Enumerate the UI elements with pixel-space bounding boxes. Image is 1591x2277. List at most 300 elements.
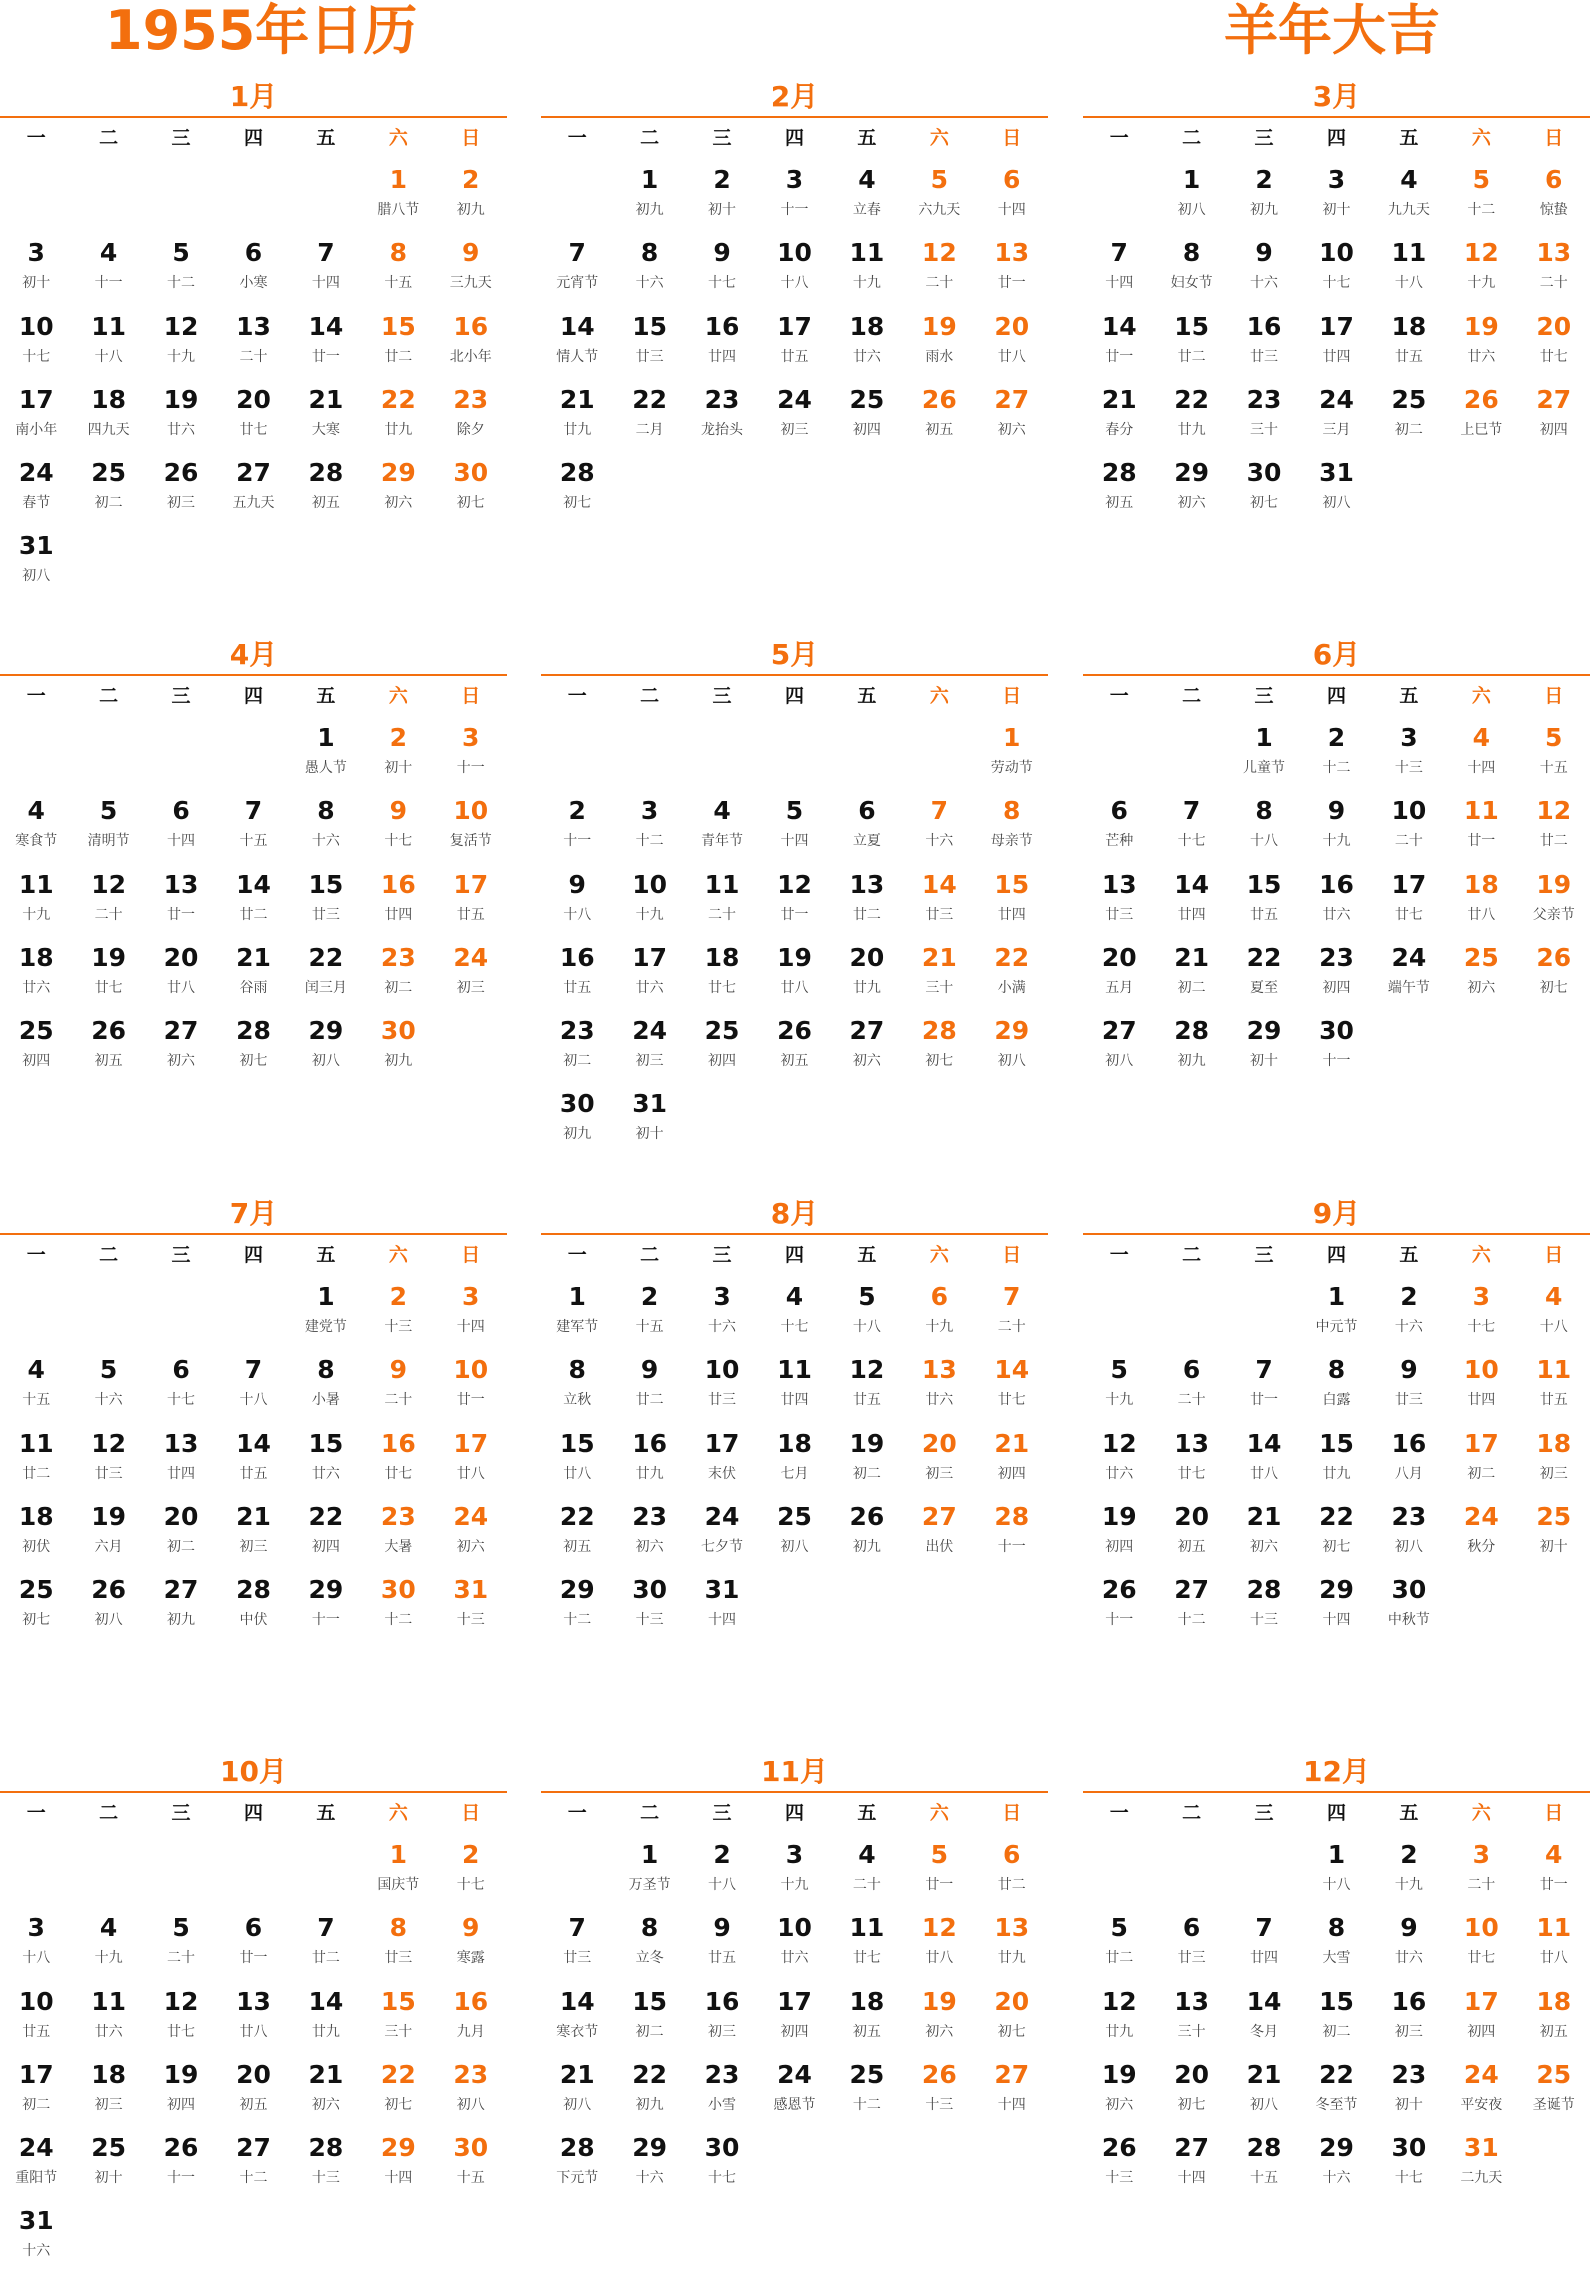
day-cell[interactable] bbox=[362, 162, 434, 235]
day-cell[interactable] bbox=[362, 2130, 434, 2203]
day-cell[interactable] bbox=[1228, 1013, 1300, 1086]
day-cell[interactable] bbox=[1300, 235, 1372, 308]
day-cell[interactable] bbox=[541, 309, 613, 382]
day-cell[interactable] bbox=[0, 309, 72, 382]
day-cell[interactable] bbox=[758, 1910, 830, 1983]
day-cell[interactable] bbox=[1228, 867, 1300, 940]
day-cell[interactable] bbox=[362, 793, 434, 866]
day-cell[interactable] bbox=[0, 1013, 72, 1086]
day-cell[interactable] bbox=[903, 1279, 975, 1352]
day-cell[interactable] bbox=[613, 793, 685, 866]
day-cell[interactable] bbox=[1228, 2057, 1300, 2130]
day-cell[interactable] bbox=[1300, 1910, 1372, 1983]
day-cell[interactable] bbox=[1300, 1572, 1372, 1645]
day-cell[interactable] bbox=[72, 867, 144, 940]
day-cell[interactable] bbox=[1300, 2057, 1372, 2130]
day-cell[interactable] bbox=[831, 1984, 903, 2057]
day-cell[interactable] bbox=[1155, 1910, 1227, 1983]
day-cell[interactable] bbox=[72, 1426, 144, 1499]
day-cell[interactable] bbox=[758, 940, 830, 1013]
day-cell[interactable] bbox=[435, 940, 507, 1013]
day-cell[interactable] bbox=[541, 1572, 613, 1645]
day-cell[interactable] bbox=[145, 1426, 217, 1499]
day-cell[interactable] bbox=[0, 1572, 72, 1645]
day-cell[interactable] bbox=[217, 940, 289, 1013]
day-cell[interactable] bbox=[1445, 720, 1517, 793]
day-cell[interactable] bbox=[145, 940, 217, 1013]
day-cell[interactable] bbox=[290, 720, 362, 793]
day-cell[interactable] bbox=[1228, 455, 1300, 528]
day-cell[interactable] bbox=[1373, 309, 1445, 382]
day-cell[interactable] bbox=[976, 1910, 1048, 1983]
day-cell[interactable] bbox=[903, 1984, 975, 2057]
day-cell[interactable] bbox=[145, 793, 217, 866]
day-cell[interactable] bbox=[362, 940, 434, 1013]
day-cell[interactable] bbox=[1445, 382, 1517, 455]
day-cell[interactable] bbox=[435, 867, 507, 940]
day-cell[interactable] bbox=[1155, 382, 1227, 455]
day-cell[interactable] bbox=[435, 2130, 507, 2203]
day-cell[interactable] bbox=[145, 2057, 217, 2130]
day-cell[interactable] bbox=[72, 940, 144, 1013]
day-cell[interactable] bbox=[290, 2057, 362, 2130]
day-cell[interactable] bbox=[290, 1910, 362, 1983]
day-cell[interactable] bbox=[1083, 1984, 1155, 2057]
day-cell[interactable] bbox=[1373, 1910, 1445, 1983]
day-cell[interactable] bbox=[1300, 1426, 1372, 1499]
day-cell[interactable] bbox=[1228, 162, 1300, 235]
day-cell[interactable] bbox=[686, 1499, 758, 1572]
day-cell[interactable] bbox=[217, 1013, 289, 1086]
day-cell[interactable] bbox=[976, 1279, 1048, 1352]
day-cell[interactable] bbox=[1083, 867, 1155, 940]
day-cell[interactable] bbox=[613, 1086, 685, 1159]
day-cell[interactable] bbox=[758, 2057, 830, 2130]
day-cell[interactable] bbox=[758, 162, 830, 235]
day-cell[interactable] bbox=[362, 2057, 434, 2130]
day-cell[interactable] bbox=[1300, 1279, 1372, 1352]
day-cell[interactable] bbox=[758, 1013, 830, 1086]
day-cell[interactable] bbox=[976, 162, 1048, 235]
day-cell[interactable] bbox=[435, 1837, 507, 1910]
day-cell[interactable] bbox=[145, 867, 217, 940]
day-cell[interactable] bbox=[362, 1279, 434, 1352]
day-cell[interactable] bbox=[541, 1984, 613, 2057]
day-cell[interactable] bbox=[72, 1499, 144, 1572]
day-cell[interactable] bbox=[1445, 162, 1517, 235]
day-cell[interactable] bbox=[686, 235, 758, 308]
day-cell[interactable] bbox=[435, 162, 507, 235]
day-cell[interactable] bbox=[541, 2130, 613, 2203]
day-cell[interactable] bbox=[1445, 1984, 1517, 2057]
day-cell[interactable] bbox=[613, 309, 685, 382]
day-cell[interactable] bbox=[831, 1426, 903, 1499]
day-cell[interactable] bbox=[1445, 867, 1517, 940]
day-cell[interactable] bbox=[0, 1499, 72, 1572]
day-cell[interactable] bbox=[1083, 1910, 1155, 1983]
day-cell[interactable] bbox=[1373, 162, 1445, 235]
day-cell[interactable] bbox=[1445, 940, 1517, 1013]
day-cell[interactable] bbox=[1083, 940, 1155, 1013]
day-cell[interactable] bbox=[613, 162, 685, 235]
day-cell[interactable] bbox=[217, 455, 289, 528]
day-cell[interactable] bbox=[613, 1352, 685, 1425]
day-cell[interactable] bbox=[1300, 1984, 1372, 2057]
day-cell[interactable] bbox=[435, 1426, 507, 1499]
day-cell[interactable] bbox=[976, 793, 1048, 866]
day-cell[interactable] bbox=[217, 1426, 289, 1499]
day-cell[interactable] bbox=[1155, 1499, 1227, 1572]
day-cell[interactable] bbox=[1373, 720, 1445, 793]
day-cell[interactable] bbox=[541, 382, 613, 455]
day-cell[interactable] bbox=[1155, 1013, 1227, 1086]
day-cell[interactable] bbox=[145, 1499, 217, 1572]
day-cell[interactable] bbox=[1083, 1352, 1155, 1425]
day-cell[interactable] bbox=[1083, 309, 1155, 382]
day-cell[interactable] bbox=[435, 1984, 507, 2057]
day-cell[interactable] bbox=[145, 309, 217, 382]
day-cell[interactable] bbox=[976, 2057, 1048, 2130]
day-cell[interactable] bbox=[1518, 1426, 1590, 1499]
day-cell[interactable] bbox=[831, 867, 903, 940]
day-cell[interactable] bbox=[0, 1910, 72, 1983]
day-cell[interactable] bbox=[831, 2057, 903, 2130]
day-cell[interactable] bbox=[362, 720, 434, 793]
day-cell[interactable] bbox=[903, 2057, 975, 2130]
day-cell[interactable] bbox=[1373, 2057, 1445, 2130]
day-cell[interactable] bbox=[0, 382, 72, 455]
day-cell[interactable] bbox=[903, 940, 975, 1013]
day-cell[interactable] bbox=[217, 1572, 289, 1645]
day-cell[interactable] bbox=[1445, 2057, 1517, 2130]
day-cell[interactable] bbox=[1083, 455, 1155, 528]
day-cell[interactable] bbox=[686, 2057, 758, 2130]
day-cell[interactable] bbox=[0, 940, 72, 1013]
day-cell[interactable] bbox=[1445, 1837, 1517, 1910]
day-cell[interactable] bbox=[362, 1499, 434, 1572]
day-cell[interactable] bbox=[1300, 1013, 1372, 1086]
day-cell[interactable] bbox=[290, 235, 362, 308]
day-cell[interactable] bbox=[290, 1352, 362, 1425]
day-cell[interactable] bbox=[145, 235, 217, 308]
day-cell[interactable] bbox=[1518, 1837, 1590, 1910]
day-cell[interactable] bbox=[613, 1426, 685, 1499]
day-cell[interactable] bbox=[72, 793, 144, 866]
day-cell[interactable] bbox=[1155, 162, 1227, 235]
day-cell[interactable] bbox=[1228, 1984, 1300, 2057]
day-cell[interactable] bbox=[903, 793, 975, 866]
day-cell[interactable] bbox=[758, 235, 830, 308]
day-cell[interactable] bbox=[145, 1984, 217, 2057]
day-cell[interactable] bbox=[435, 235, 507, 308]
day-cell[interactable] bbox=[1155, 2057, 1227, 2130]
day-cell[interactable] bbox=[831, 309, 903, 382]
day-cell[interactable] bbox=[541, 1013, 613, 1086]
day-cell[interactable] bbox=[831, 1837, 903, 1910]
day-cell[interactable] bbox=[903, 162, 975, 235]
day-cell[interactable] bbox=[0, 2057, 72, 2130]
day-cell[interactable] bbox=[362, 867, 434, 940]
day-cell[interactable] bbox=[541, 1279, 613, 1352]
day-cell[interactable] bbox=[686, 1910, 758, 1983]
day-cell[interactable] bbox=[903, 1352, 975, 1425]
day-cell[interactable] bbox=[290, 309, 362, 382]
day-cell[interactable] bbox=[1083, 793, 1155, 866]
day-cell[interactable] bbox=[831, 1013, 903, 1086]
day-cell[interactable] bbox=[1518, 2057, 1590, 2130]
day-cell[interactable] bbox=[903, 1426, 975, 1499]
day-cell[interactable] bbox=[1518, 1499, 1590, 1572]
day-cell[interactable] bbox=[1373, 1837, 1445, 1910]
day-cell[interactable] bbox=[1155, 1426, 1227, 1499]
day-cell[interactable] bbox=[435, 793, 507, 866]
day-cell[interactable] bbox=[541, 940, 613, 1013]
day-cell[interactable] bbox=[976, 309, 1048, 382]
day-cell[interactable] bbox=[1445, 1426, 1517, 1499]
day-cell[interactable] bbox=[1155, 1572, 1227, 1645]
day-cell[interactable] bbox=[1228, 382, 1300, 455]
day-cell[interactable] bbox=[613, 1499, 685, 1572]
day-cell[interactable] bbox=[290, 382, 362, 455]
day-cell[interactable] bbox=[217, 2130, 289, 2203]
day-cell[interactable] bbox=[1518, 162, 1590, 235]
day-cell[interactable] bbox=[145, 382, 217, 455]
day-cell[interactable] bbox=[290, 793, 362, 866]
day-cell[interactable] bbox=[290, 1499, 362, 1572]
day-cell[interactable] bbox=[613, 2057, 685, 2130]
day-cell[interactable] bbox=[362, 309, 434, 382]
day-cell[interactable] bbox=[217, 1984, 289, 2057]
day-cell[interactable] bbox=[0, 2130, 72, 2203]
day-cell[interactable] bbox=[0, 793, 72, 866]
day-cell[interactable] bbox=[831, 1352, 903, 1425]
day-cell[interactable] bbox=[435, 1279, 507, 1352]
day-cell[interactable] bbox=[686, 309, 758, 382]
day-cell[interactable] bbox=[145, 1352, 217, 1425]
day-cell[interactable] bbox=[686, 382, 758, 455]
day-cell[interactable] bbox=[1228, 2130, 1300, 2203]
day-cell[interactable] bbox=[613, 1572, 685, 1645]
day-cell[interactable] bbox=[72, 382, 144, 455]
day-cell[interactable] bbox=[1373, 1426, 1445, 1499]
day-cell[interactable] bbox=[362, 1013, 434, 1086]
day-cell[interactable] bbox=[613, 867, 685, 940]
day-cell[interactable] bbox=[1518, 720, 1590, 793]
day-cell[interactable] bbox=[1155, 1352, 1227, 1425]
day-cell[interactable] bbox=[1155, 1984, 1227, 2057]
day-cell[interactable] bbox=[217, 2057, 289, 2130]
day-cell[interactable] bbox=[145, 1572, 217, 1645]
day-cell[interactable] bbox=[1373, 940, 1445, 1013]
day-cell[interactable] bbox=[145, 2130, 217, 2203]
day-cell[interactable] bbox=[976, 720, 1048, 793]
day-cell[interactable] bbox=[758, 1426, 830, 1499]
day-cell[interactable] bbox=[1228, 1352, 1300, 1425]
day-cell[interactable] bbox=[1155, 2130, 1227, 2203]
day-cell[interactable] bbox=[435, 1910, 507, 1983]
day-cell[interactable] bbox=[290, 1279, 362, 1352]
day-cell[interactable] bbox=[435, 309, 507, 382]
day-cell[interactable] bbox=[903, 309, 975, 382]
day-cell[interactable] bbox=[1373, 1279, 1445, 1352]
day-cell[interactable] bbox=[72, 1013, 144, 1086]
day-cell[interactable] bbox=[0, 455, 72, 528]
day-cell[interactable] bbox=[290, 1013, 362, 1086]
day-cell[interactable] bbox=[976, 235, 1048, 308]
day-cell[interactable] bbox=[1083, 235, 1155, 308]
day-cell[interactable] bbox=[0, 1352, 72, 1425]
day-cell[interactable] bbox=[1445, 235, 1517, 308]
day-cell[interactable] bbox=[831, 162, 903, 235]
day-cell[interactable] bbox=[1300, 1837, 1372, 1910]
day-cell[interactable] bbox=[686, 940, 758, 1013]
day-cell[interactable] bbox=[1228, 235, 1300, 308]
day-cell[interactable] bbox=[290, 1426, 362, 1499]
day-cell[interactable] bbox=[217, 309, 289, 382]
day-cell[interactable] bbox=[145, 455, 217, 528]
day-cell[interactable] bbox=[1228, 940, 1300, 1013]
day-cell[interactable] bbox=[1518, 793, 1590, 866]
day-cell[interactable] bbox=[1300, 455, 1372, 528]
day-cell[interactable] bbox=[613, 235, 685, 308]
day-cell[interactable] bbox=[541, 455, 613, 528]
day-cell[interactable] bbox=[435, 720, 507, 793]
day-cell[interactable] bbox=[1373, 1572, 1445, 1645]
day-cell[interactable] bbox=[686, 1837, 758, 1910]
day-cell[interactable] bbox=[1083, 382, 1155, 455]
day-cell[interactable] bbox=[435, 455, 507, 528]
day-cell[interactable] bbox=[72, 1984, 144, 2057]
day-cell[interactable] bbox=[686, 162, 758, 235]
day-cell[interactable] bbox=[541, 235, 613, 308]
day-cell[interactable] bbox=[1155, 235, 1227, 308]
day-cell[interactable] bbox=[831, 1279, 903, 1352]
day-cell[interactable] bbox=[976, 1499, 1048, 1572]
day-cell[interactable] bbox=[217, 793, 289, 866]
day-cell[interactable] bbox=[1373, 867, 1445, 940]
day-cell[interactable] bbox=[1083, 2130, 1155, 2203]
day-cell[interactable] bbox=[831, 940, 903, 1013]
day-cell[interactable] bbox=[0, 235, 72, 308]
day-cell[interactable] bbox=[290, 455, 362, 528]
day-cell[interactable] bbox=[1300, 793, 1372, 866]
day-cell[interactable] bbox=[1518, 235, 1590, 308]
day-cell[interactable] bbox=[1228, 1572, 1300, 1645]
day-cell[interactable] bbox=[1373, 1352, 1445, 1425]
day-cell[interactable] bbox=[686, 1426, 758, 1499]
day-cell[interactable] bbox=[362, 1837, 434, 1910]
day-cell[interactable] bbox=[362, 1352, 434, 1425]
day-cell[interactable] bbox=[1155, 309, 1227, 382]
day-cell[interactable] bbox=[1300, 382, 1372, 455]
day-cell[interactable] bbox=[1300, 2130, 1372, 2203]
day-cell[interactable] bbox=[0, 528, 72, 601]
day-cell[interactable] bbox=[1445, 1499, 1517, 1572]
day-cell[interactable] bbox=[903, 867, 975, 940]
day-cell[interactable] bbox=[435, 1352, 507, 1425]
day-cell[interactable] bbox=[435, 1499, 507, 1572]
day-cell[interactable] bbox=[613, 1013, 685, 1086]
day-cell[interactable] bbox=[686, 867, 758, 940]
day-cell[interactable] bbox=[758, 867, 830, 940]
day-cell[interactable] bbox=[613, 1984, 685, 2057]
day-cell[interactable] bbox=[290, 940, 362, 1013]
day-cell[interactable] bbox=[217, 1499, 289, 1572]
day-cell[interactable] bbox=[1518, 309, 1590, 382]
day-cell[interactable] bbox=[1083, 2057, 1155, 2130]
day-cell[interactable] bbox=[541, 867, 613, 940]
day-cell[interactable] bbox=[1373, 235, 1445, 308]
day-cell[interactable] bbox=[976, 1837, 1048, 1910]
day-cell[interactable] bbox=[362, 1572, 434, 1645]
day-cell[interactable] bbox=[1300, 940, 1372, 1013]
day-cell[interactable] bbox=[1518, 1352, 1590, 1425]
day-cell[interactable] bbox=[541, 1426, 613, 1499]
day-cell[interactable] bbox=[362, 1426, 434, 1499]
day-cell[interactable] bbox=[72, 2057, 144, 2130]
day-cell[interactable] bbox=[686, 1984, 758, 2057]
day-cell[interactable] bbox=[758, 1984, 830, 2057]
day-cell[interactable] bbox=[686, 1352, 758, 1425]
day-cell[interactable] bbox=[1373, 2130, 1445, 2203]
day-cell[interactable] bbox=[1445, 1352, 1517, 1425]
day-cell[interactable] bbox=[976, 940, 1048, 1013]
day-cell[interactable] bbox=[1445, 2130, 1517, 2203]
day-cell[interactable] bbox=[290, 2130, 362, 2203]
day-cell[interactable] bbox=[1373, 793, 1445, 866]
day-cell[interactable] bbox=[1155, 940, 1227, 1013]
day-cell[interactable] bbox=[217, 1352, 289, 1425]
day-cell[interactable] bbox=[1518, 1984, 1590, 2057]
day-cell[interactable] bbox=[217, 235, 289, 308]
day-cell[interactable] bbox=[0, 1426, 72, 1499]
day-cell[interactable] bbox=[1300, 720, 1372, 793]
day-cell[interactable] bbox=[613, 1837, 685, 1910]
day-cell[interactable] bbox=[831, 793, 903, 866]
day-cell[interactable] bbox=[831, 235, 903, 308]
day-cell[interactable] bbox=[686, 2130, 758, 2203]
day-cell[interactable] bbox=[541, 793, 613, 866]
day-cell[interactable] bbox=[362, 455, 434, 528]
day-cell[interactable] bbox=[903, 1837, 975, 1910]
day-cell[interactable] bbox=[541, 1910, 613, 1983]
day-cell[interactable] bbox=[613, 1910, 685, 1983]
day-cell[interactable] bbox=[1300, 1499, 1372, 1572]
day-cell[interactable] bbox=[976, 382, 1048, 455]
day-cell[interactable] bbox=[1445, 1279, 1517, 1352]
day-cell[interactable] bbox=[217, 1910, 289, 1983]
day-cell[interactable] bbox=[1518, 382, 1590, 455]
day-cell[interactable] bbox=[1445, 1910, 1517, 1983]
day-cell[interactable] bbox=[541, 2057, 613, 2130]
day-cell[interactable] bbox=[1518, 1279, 1590, 1352]
day-cell[interactable] bbox=[758, 793, 830, 866]
day-cell[interactable] bbox=[1373, 1984, 1445, 2057]
day-cell[interactable] bbox=[831, 382, 903, 455]
day-cell[interactable] bbox=[1300, 1352, 1372, 1425]
day-cell[interactable] bbox=[903, 382, 975, 455]
day-cell[interactable] bbox=[72, 1572, 144, 1645]
day-cell[interactable] bbox=[1083, 1572, 1155, 1645]
day-cell[interactable] bbox=[1518, 1910, 1590, 1983]
day-cell[interactable] bbox=[541, 1352, 613, 1425]
day-cell[interactable] bbox=[72, 235, 144, 308]
day-cell[interactable] bbox=[686, 1279, 758, 1352]
day-cell[interactable] bbox=[72, 309, 144, 382]
day-cell[interactable] bbox=[217, 382, 289, 455]
day-cell[interactable] bbox=[1518, 867, 1590, 940]
day-cell[interactable] bbox=[290, 1984, 362, 2057]
